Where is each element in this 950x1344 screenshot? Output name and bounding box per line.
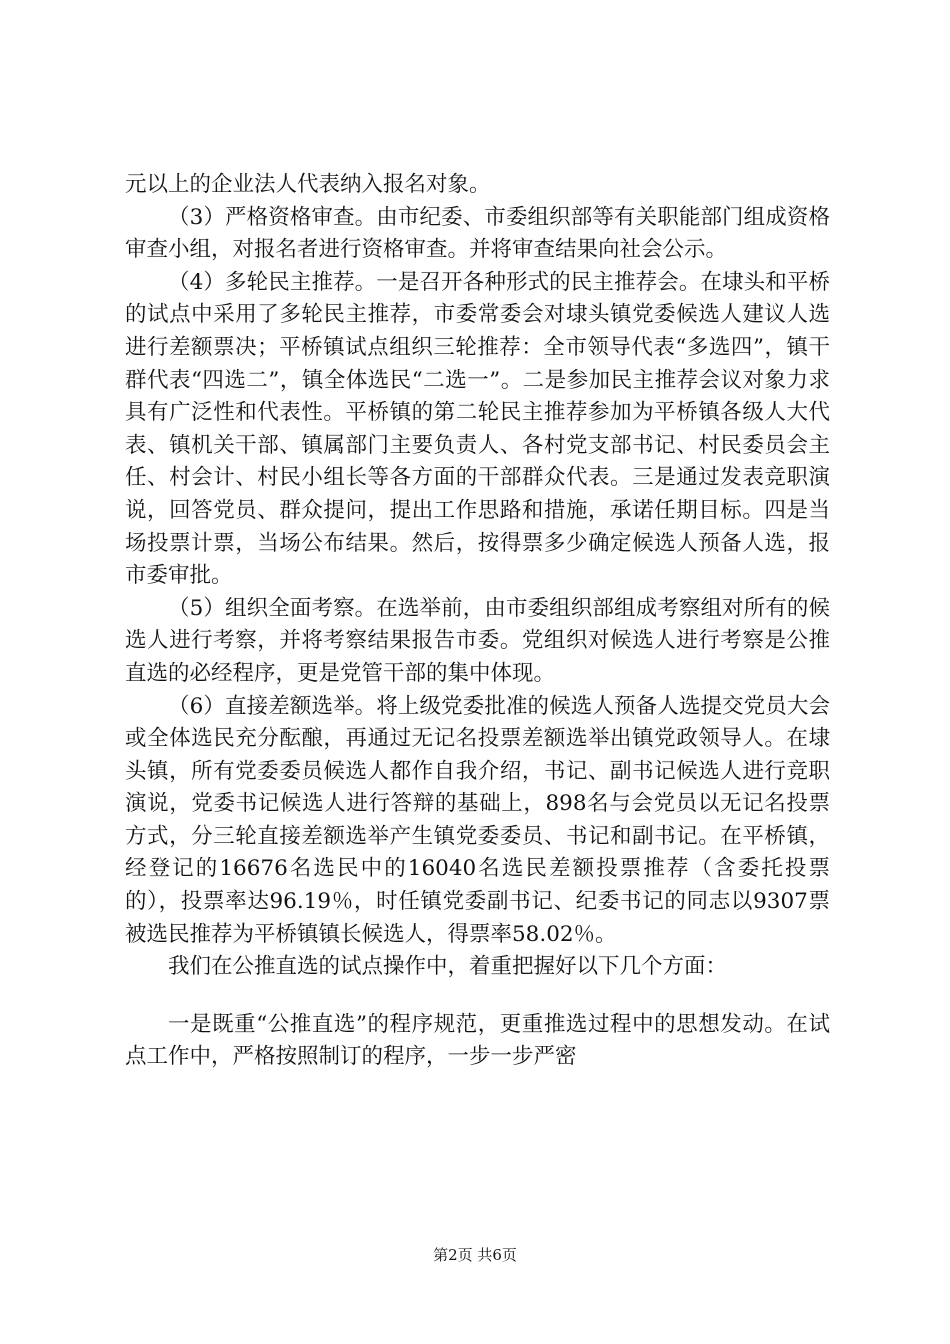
paragraph-summary-intro: 我们在公推直选的试点操作中，着重把握好以下几个方面： bbox=[168, 954, 728, 980]
paragraph-inspection: （5）组织全面考察。在选举前，由市委组织部组成考察组对所有的候选人进行考察，并将考察结果报告市委。党组织对候选人进行考察是公推直选的必经程序，更是党管干部的集中体现。 bbox=[125, 595, 830, 686]
paragraph-democratic-recommendation: （4）多轮民主推荐。一是召开各种形式的民主推荐会。在埭头和平桥的试点中采用了多轮民主推荐，市委常委会对埭头镇党委候选人建议人选进行差额票决；平桥镇试点组织三轮推荐：全市领导代表“多选四”，镇干群代表“四选二”，镇全体选民“二选一”。二是参加民主推荐会议对象力求具有广泛性和代表性。平桥镇的第二轮民主推荐参加为平桥镇各级人大代表、镇机关干部、镇属部门主要负责人、各村党支部书记、村民委员会主任、村会计、村民小组长等各方面的干部群众代表。三是通过发表竞职演说，回答党员、群众提问，提出工作思路和措施，承诺任期目标。四是当场投票计票，当场公布结果。然后，按得票多少确定候选人预备人选，报市委审批。 bbox=[125, 269, 830, 589]
paragraph-qualification-review: （3）严格资格审查。由市纪委、市委组织部等有关职能部门组成资格审查小组，对报名者进行资格审查。并将审查结果向社会公示。 bbox=[125, 204, 830, 263]
page-footer: 第2页 共6页 bbox=[433, 1246, 517, 1264]
paragraph-point-one: 一是既重“公推直选”的程序规范，更重推选过程中的思想发动。在试点工作中，严格按照制订的程序，一步一步严密 bbox=[125, 1011, 830, 1070]
paragraph-direct-election: （6）直接差额选举。将上级党委批准的候选人预备人选提交党员大会或全体选民充分酝酿，再通过无记名投票差额选举出镇党政领导人。在埭头镇，所有党委委员候选人都作自我介绍，书记、副书记候选人进行竞职演说，党委书记候选人进行答辩的基础上，898名与会党员以无记名投票方式，分三轮直接差额选举产生镇党委委员、书记和副书记。在平桥镇，经登记的16676名选民中的16040名选民差额投票推荐（含委托投票的），投票率达96.19％，时任镇党委副书记、纪委书记的同志以9307票被选民推荐为平桥镇镇长候选人，得票率58.02％。 bbox=[125, 693, 830, 947]
document-body bbox=[125, 169, 830, 1074]
paragraph-continuation: 元以上的企业法人代表纳入报名对象。 bbox=[125, 172, 491, 197]
paragraph-gap bbox=[125, 984, 830, 1009]
